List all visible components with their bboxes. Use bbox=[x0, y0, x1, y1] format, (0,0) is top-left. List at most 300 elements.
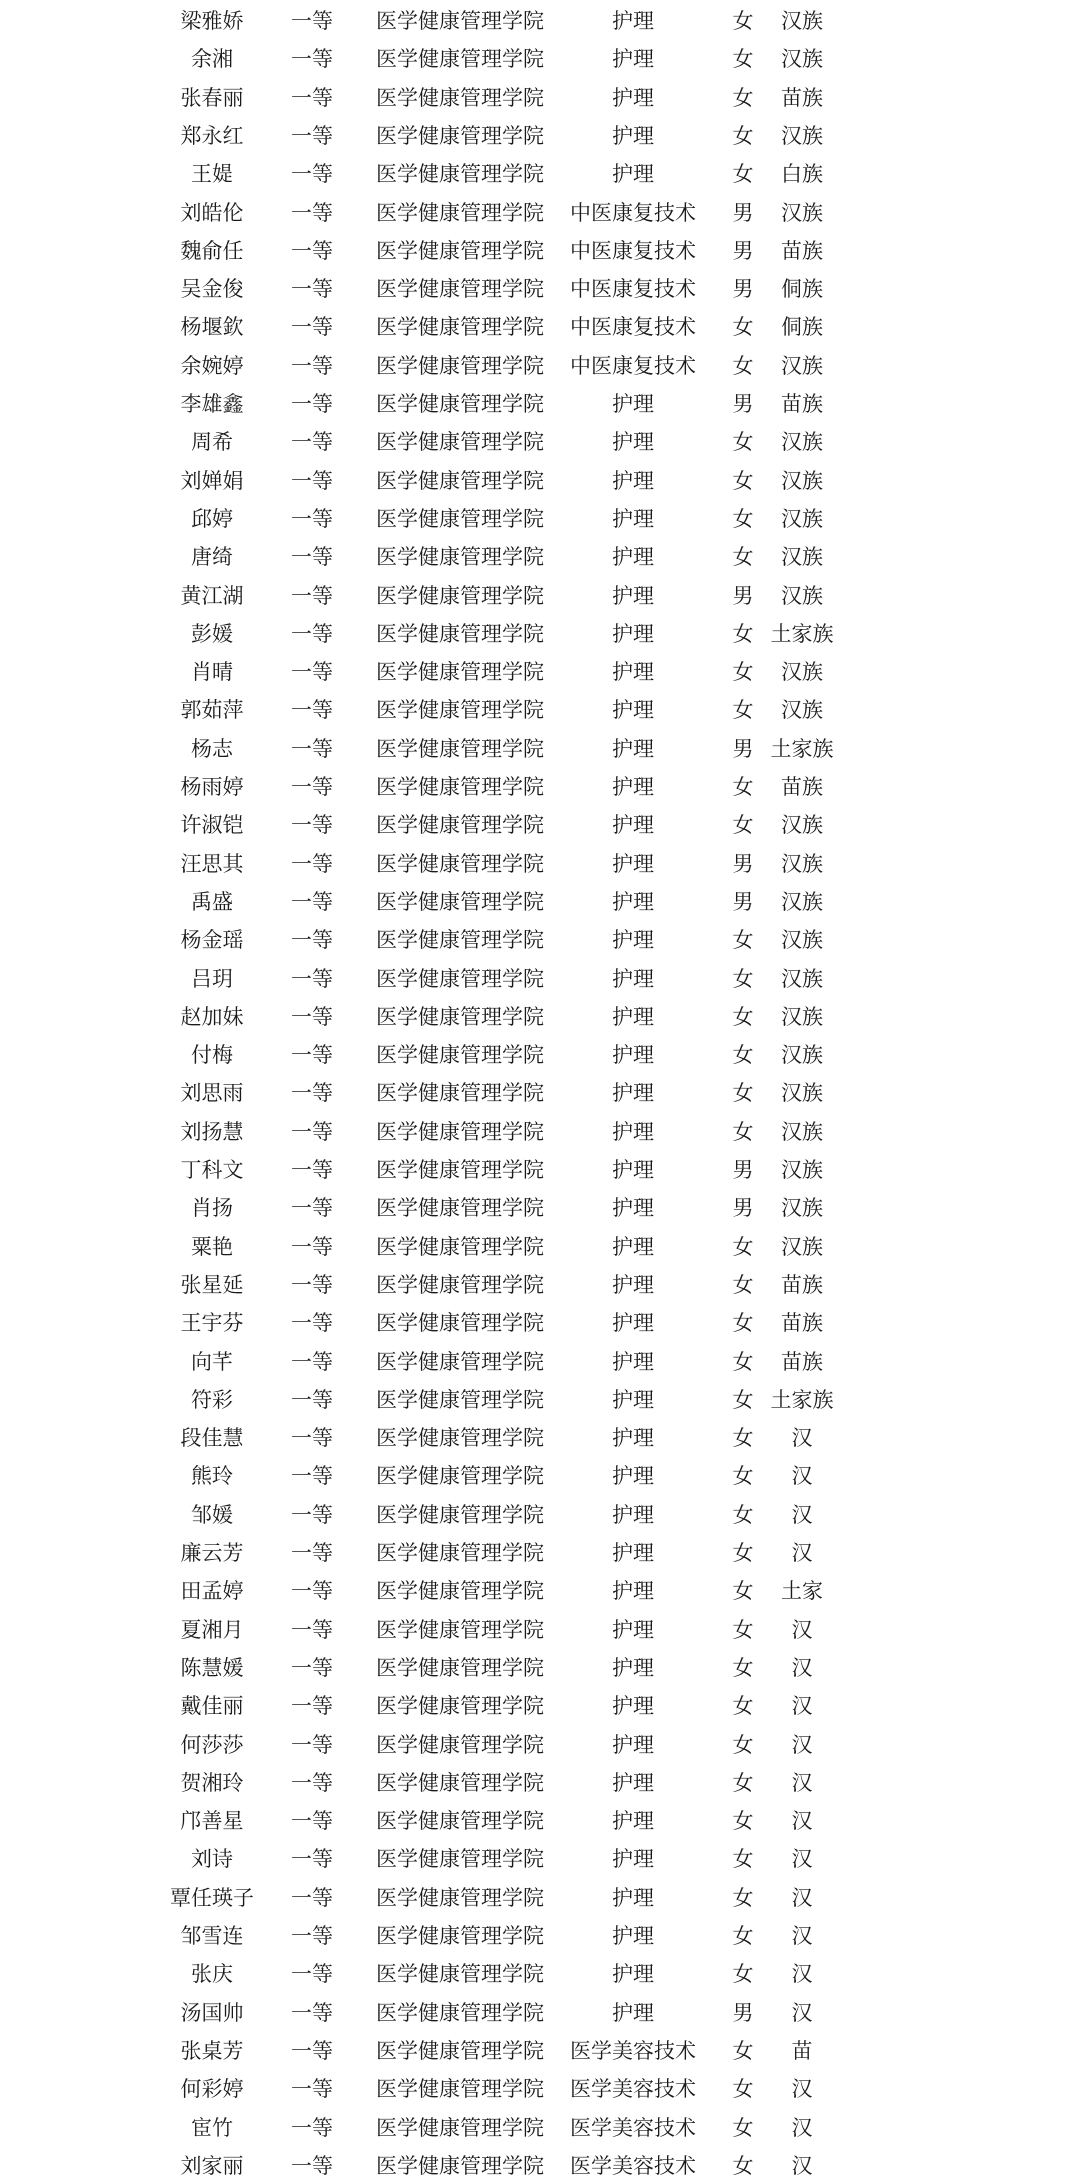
table-row bbox=[0, 502, 1080, 536]
major-name: 护理 bbox=[612, 1962, 654, 1987]
ethnicity: 汉 bbox=[791, 1694, 813, 1719]
major-name: 护理 bbox=[612, 545, 654, 570]
table-row bbox=[0, 2111, 1080, 2145]
award-grade: 一等 bbox=[291, 85, 333, 110]
student-name: 宦竹 bbox=[191, 2115, 233, 2140]
ethnicity: 汉族 bbox=[781, 430, 823, 455]
college-name: 医学健康管理学院 bbox=[376, 1694, 544, 1719]
gender: 女 bbox=[732, 1770, 754, 1795]
college-name: 医学健康管理学院 bbox=[376, 813, 544, 838]
student-name: 邱婷 bbox=[191, 506, 233, 531]
student-name: 汤国帅 bbox=[180, 2000, 244, 2025]
award-grade: 一等 bbox=[291, 162, 333, 187]
award-grade: 一等 bbox=[291, 583, 333, 608]
major-name: 护理 bbox=[612, 1502, 654, 1527]
table-row bbox=[0, 1000, 1080, 1034]
student-name: 廉云芳 bbox=[180, 1541, 244, 1565]
table-row bbox=[0, 1421, 1080, 1455]
college-name: 医学健康管理学院 bbox=[376, 1579, 544, 1604]
major-name: 护理 bbox=[612, 1885, 654, 1910]
ethnicity: 苗族 bbox=[781, 85, 823, 110]
award-grade: 一等 bbox=[291, 2000, 333, 2025]
major-name: 护理 bbox=[612, 1655, 654, 1680]
ethnicity: 侗族 bbox=[781, 277, 823, 302]
student-name: 粟艳 bbox=[191, 1234, 233, 1259]
student-name: 余婉婷 bbox=[180, 353, 244, 378]
major-name: 中医康复技术 bbox=[570, 200, 696, 225]
ethnicity: 苗族 bbox=[781, 1272, 823, 1297]
college-name: 医学健康管理学院 bbox=[376, 1349, 544, 1374]
award-grade: 一等 bbox=[291, 123, 333, 148]
table-row bbox=[0, 655, 1080, 689]
ethnicity: 汉 bbox=[791, 1924, 813, 1948]
student-name: 符彩 bbox=[191, 1387, 233, 1412]
student-name: 李雄鑫 bbox=[180, 392, 244, 416]
major-name: 护理 bbox=[612, 506, 654, 531]
major-name: 护理 bbox=[612, 1196, 654, 1221]
award-grade: 一等 bbox=[291, 468, 333, 493]
table-row bbox=[0, 1498, 1080, 1532]
ethnicity: 汉族 bbox=[781, 1004, 823, 1029]
gender: 女 bbox=[732, 123, 754, 148]
student-name: 熊玲 bbox=[191, 1464, 233, 1489]
major-name: 护理 bbox=[612, 468, 654, 493]
ethnicity: 汉族 bbox=[781, 813, 823, 838]
major-name: 护理 bbox=[612, 162, 654, 187]
ethnicity: 土家族 bbox=[770, 1387, 834, 1412]
award-grade: 一等 bbox=[291, 1387, 333, 1412]
college-name: 医学健康管理学院 bbox=[376, 2038, 544, 2063]
college-name: 医学健康管理学院 bbox=[376, 506, 544, 531]
gender: 女 bbox=[732, 1617, 754, 1642]
ethnicity: 汉族 bbox=[781, 1158, 823, 1182]
gender: 女 bbox=[732, 928, 754, 953]
ethnicity: 汉 bbox=[791, 2153, 813, 2178]
major-name: 医学美容技术 bbox=[570, 2115, 696, 2140]
college-name: 医学健康管理学院 bbox=[376, 2115, 544, 2140]
table-row bbox=[0, 2072, 1080, 2106]
ethnicity: 白族 bbox=[781, 162, 823, 187]
table-row bbox=[0, 196, 1080, 230]
table-row bbox=[0, 808, 1080, 842]
major-name: 护理 bbox=[612, 966, 654, 991]
college-name: 医学健康管理学院 bbox=[376, 468, 544, 493]
gender: 女 bbox=[732, 468, 754, 493]
student-name: 王媞 bbox=[191, 162, 233, 187]
gender: 女 bbox=[732, 966, 754, 991]
college-name: 医学健康管理学院 bbox=[376, 928, 544, 953]
major-name: 护理 bbox=[612, 123, 654, 148]
gender: 女 bbox=[732, 1119, 754, 1144]
award-grade: 一等 bbox=[291, 1655, 333, 1680]
major-name: 护理 bbox=[612, 1043, 654, 1068]
student-name: 覃任瑛子 bbox=[170, 1885, 254, 1910]
student-name: 向芊 bbox=[191, 1349, 233, 1374]
gender: 女 bbox=[732, 506, 754, 531]
major-name: 护理 bbox=[612, 1081, 654, 1106]
student-name: 何莎莎 bbox=[180, 1732, 244, 1757]
college-name: 医学健康管理学院 bbox=[376, 583, 544, 608]
college-name: 医学健康管理学院 bbox=[376, 277, 544, 302]
student-name: 戴佳丽 bbox=[180, 1694, 244, 1719]
table-row bbox=[0, 1957, 1080, 1991]
table-row bbox=[0, 1919, 1080, 1953]
college-name: 医学健康管理学院 bbox=[376, 353, 544, 378]
student-name: 禹盛 bbox=[191, 889, 233, 914]
major-name: 护理 bbox=[612, 1770, 654, 1795]
college-name: 医学健康管理学院 bbox=[376, 775, 544, 799]
ethnicity: 汉 bbox=[791, 1464, 813, 1489]
ethnicity: 汉 bbox=[791, 1847, 813, 1872]
student-name: 刘诗 bbox=[191, 1847, 233, 1872]
gender: 女 bbox=[732, 1043, 754, 1068]
ethnicity: 汉族 bbox=[781, 1234, 823, 1259]
ethnicity: 苗族 bbox=[781, 1349, 823, 1374]
major-name: 护理 bbox=[612, 1847, 654, 1872]
student-name: 梁雅娇 bbox=[180, 9, 244, 33]
ethnicity: 汉族 bbox=[781, 468, 823, 493]
major-name: 护理 bbox=[612, 851, 654, 876]
table-row bbox=[0, 923, 1080, 957]
student-name: 魏俞任 bbox=[180, 238, 244, 263]
student-name: 段佳慧 bbox=[180, 1426, 244, 1451]
college-name: 医学健康管理学院 bbox=[376, 1617, 544, 1642]
major-name: 护理 bbox=[612, 1732, 654, 1757]
college-name: 医学健康管理学院 bbox=[376, 1043, 544, 1068]
ethnicity: 汉 bbox=[791, 2000, 813, 2025]
major-name: 护理 bbox=[612, 2000, 654, 2025]
ethnicity: 土家族 bbox=[770, 621, 834, 646]
college-name: 医学健康管理学院 bbox=[376, 1464, 544, 1489]
ethnicity: 汉 bbox=[791, 2077, 813, 2102]
major-name: 中医康复技术 bbox=[570, 353, 696, 378]
college-name: 医学健康管理学院 bbox=[376, 698, 544, 723]
award-grade: 一等 bbox=[291, 1770, 333, 1795]
table-row bbox=[0, 1191, 1080, 1225]
ethnicity: 汉族 bbox=[781, 583, 823, 608]
student-name: 赵加妹 bbox=[180, 1004, 244, 1029]
award-grade: 一等 bbox=[291, 1579, 333, 1604]
college-name: 医学健康管理学院 bbox=[376, 315, 544, 340]
table-row bbox=[0, 272, 1080, 306]
gender: 男 bbox=[732, 2000, 754, 2025]
gender: 女 bbox=[732, 2077, 754, 2102]
college-name: 医学健康管理学院 bbox=[376, 1234, 544, 1259]
college-name: 医学健康管理学院 bbox=[376, 238, 544, 263]
table-row bbox=[0, 310, 1080, 344]
gender: 女 bbox=[732, 1962, 754, 1987]
ethnicity: 土家 bbox=[781, 1579, 823, 1604]
gender: 女 bbox=[732, 47, 754, 72]
table-row bbox=[0, 1766, 1080, 1800]
award-grade: 一等 bbox=[291, 1962, 333, 1987]
major-name: 护理 bbox=[612, 392, 654, 416]
gender: 女 bbox=[732, 1694, 754, 1719]
college-name: 医学健康管理学院 bbox=[376, 966, 544, 991]
gender: 女 bbox=[732, 1809, 754, 1834]
gender: 女 bbox=[732, 1502, 754, 1527]
award-grade: 一等 bbox=[291, 698, 333, 723]
major-name: 护理 bbox=[612, 736, 654, 761]
ethnicity: 侗族 bbox=[781, 315, 823, 340]
ethnicity: 汉 bbox=[791, 1655, 813, 1680]
major-name: 护理 bbox=[612, 9, 654, 33]
ethnicity: 汉 bbox=[791, 2115, 813, 2140]
college-name: 医学健康管理学院 bbox=[376, 1004, 544, 1029]
college-name: 医学健康管理学院 bbox=[376, 85, 544, 110]
major-name: 护理 bbox=[612, 1579, 654, 1604]
gender: 女 bbox=[732, 1426, 754, 1451]
major-name: 护理 bbox=[612, 1387, 654, 1412]
student-name: 肖晴 bbox=[191, 660, 233, 685]
student-name: 张星延 bbox=[180, 1272, 244, 1297]
gender: 女 bbox=[732, 1387, 754, 1412]
award-grade: 一等 bbox=[291, 1196, 333, 1221]
ethnicity: 汉族 bbox=[781, 966, 823, 991]
award-grade: 一等 bbox=[291, 889, 333, 914]
gender: 女 bbox=[732, 1655, 754, 1680]
award-grade: 一等 bbox=[291, 1043, 333, 1068]
college-name: 医学健康管理学院 bbox=[376, 1924, 544, 1948]
major-name: 护理 bbox=[612, 1272, 654, 1297]
gender: 女 bbox=[732, 2038, 754, 2063]
gender: 男 bbox=[732, 238, 754, 263]
major-name: 护理 bbox=[612, 1694, 654, 1719]
college-name: 医学健康管理学院 bbox=[376, 545, 544, 570]
award-grade: 一等 bbox=[291, 506, 333, 531]
major-name: 护理 bbox=[612, 1809, 654, 1834]
ethnicity: 汉族 bbox=[781, 47, 823, 72]
college-name: 医学健康管理学院 bbox=[376, 162, 544, 187]
award-grade: 一等 bbox=[291, 315, 333, 340]
ethnicity: 苗 bbox=[791, 2038, 813, 2063]
gender: 男 bbox=[732, 277, 754, 302]
major-name: 护理 bbox=[612, 698, 654, 723]
major-name: 护理 bbox=[612, 813, 654, 838]
gender: 男 bbox=[732, 200, 754, 225]
table-row bbox=[0, 119, 1080, 153]
award-grade: 一等 bbox=[291, 2038, 333, 2063]
ethnicity: 汉 bbox=[791, 1502, 813, 1527]
table-row bbox=[0, 1268, 1080, 1302]
ethnicity: 汉 bbox=[791, 1809, 813, 1834]
table-row bbox=[0, 1881, 1080, 1915]
student-name: 陈慧媛 bbox=[180, 1655, 244, 1680]
award-grade: 一等 bbox=[291, 1694, 333, 1719]
award-grade: 一等 bbox=[291, 1617, 333, 1642]
award-grade: 一等 bbox=[291, 2115, 333, 2140]
award-grade: 一等 bbox=[291, 2077, 333, 2102]
gender: 女 bbox=[732, 1541, 754, 1565]
college-name: 医学健康管理学院 bbox=[376, 736, 544, 761]
college-name: 医学健康管理学院 bbox=[376, 1732, 544, 1757]
award-grade: 一等 bbox=[291, 966, 333, 991]
gender: 男 bbox=[732, 583, 754, 608]
major-name: 护理 bbox=[612, 775, 654, 799]
table-row bbox=[0, 2034, 1080, 2068]
student-name: 余湘 bbox=[191, 47, 233, 72]
college-name: 医学健康管理学院 bbox=[376, 9, 544, 33]
gender: 女 bbox=[732, 660, 754, 685]
ethnicity: 汉族 bbox=[781, 353, 823, 378]
major-name: 护理 bbox=[612, 1464, 654, 1489]
award-grade: 一等 bbox=[291, 277, 333, 302]
ethnicity: 汉族 bbox=[781, 851, 823, 876]
student-name: 邝善星 bbox=[180, 1809, 244, 1834]
award-grade: 一等 bbox=[291, 1272, 333, 1297]
award-grade: 一等 bbox=[291, 660, 333, 685]
ethnicity: 汉 bbox=[791, 1962, 813, 1987]
major-name: 中医康复技术 bbox=[570, 238, 696, 263]
table-row bbox=[0, 1842, 1080, 1876]
ethnicity: 汉族 bbox=[781, 200, 823, 225]
gender: 女 bbox=[732, 353, 754, 378]
award-grade: 一等 bbox=[291, 1119, 333, 1144]
award-grade: 一等 bbox=[291, 813, 333, 838]
major-name: 医学美容技术 bbox=[570, 2153, 696, 2178]
table-row bbox=[0, 847, 1080, 881]
table-row bbox=[0, 1115, 1080, 1149]
table-row bbox=[0, 1574, 1080, 1608]
award-grade: 一等 bbox=[291, 200, 333, 225]
table-row bbox=[0, 693, 1080, 727]
ethnicity: 苗族 bbox=[781, 238, 823, 263]
award-grade: 一等 bbox=[291, 392, 333, 416]
college-name: 医学健康管理学院 bbox=[376, 851, 544, 876]
award-grade: 一等 bbox=[291, 1464, 333, 1489]
ethnicity: 汉 bbox=[791, 1426, 813, 1451]
award-grade: 一等 bbox=[291, 430, 333, 455]
college-name: 医学健康管理学院 bbox=[376, 1541, 544, 1565]
college-name: 医学健康管理学院 bbox=[376, 1885, 544, 1910]
college-name: 医学健康管理学院 bbox=[376, 1655, 544, 1680]
gender: 女 bbox=[732, 1732, 754, 1757]
table-row bbox=[0, 4, 1080, 38]
gender: 女 bbox=[732, 1081, 754, 1106]
gender: 男 bbox=[732, 889, 754, 914]
table-row bbox=[0, 770, 1080, 804]
table-row bbox=[0, 1728, 1080, 1762]
table-row bbox=[0, 1038, 1080, 1072]
college-name: 医学健康管理学院 bbox=[376, 1119, 544, 1144]
table-row bbox=[0, 1996, 1080, 2030]
student-name: 彭媛 bbox=[191, 621, 233, 646]
student-name: 周希 bbox=[191, 430, 233, 455]
student-name: 丁科文 bbox=[180, 1158, 244, 1182]
table-row bbox=[0, 1230, 1080, 1264]
ethnicity: 汉族 bbox=[781, 1043, 823, 1068]
ethnicity: 汉族 bbox=[781, 545, 823, 570]
gender: 女 bbox=[732, 9, 754, 33]
award-grade: 一等 bbox=[291, 545, 333, 570]
table-row bbox=[0, 1306, 1080, 1340]
table-row bbox=[0, 1345, 1080, 1379]
student-name: 杨堰欽 bbox=[180, 315, 244, 340]
table-row bbox=[0, 962, 1080, 996]
award-grade: 一等 bbox=[291, 1924, 333, 1948]
award-grade: 一等 bbox=[291, 1809, 333, 1834]
college-name: 医学健康管理学院 bbox=[376, 1158, 544, 1182]
award-grade: 一等 bbox=[291, 1847, 333, 1872]
student-name: 郑永红 bbox=[180, 123, 244, 148]
award-grade: 一等 bbox=[291, 1732, 333, 1757]
student-name: 刘家丽 bbox=[180, 2153, 244, 2178]
gender: 女 bbox=[732, 85, 754, 110]
gender: 女 bbox=[732, 1272, 754, 1297]
ethnicity: 汉族 bbox=[781, 1081, 823, 1106]
college-name: 医学健康管理学院 bbox=[376, 1272, 544, 1297]
ethnicity: 汉族 bbox=[781, 506, 823, 531]
award-grade: 一等 bbox=[291, 1885, 333, 1910]
table-row bbox=[0, 1459, 1080, 1493]
student-name: 杨雨婷 bbox=[180, 775, 244, 799]
ethnicity: 苗族 bbox=[781, 1311, 823, 1336]
ethnicity: 汉族 bbox=[781, 928, 823, 953]
gender: 男 bbox=[732, 392, 754, 416]
gender: 男 bbox=[732, 851, 754, 876]
table-row bbox=[0, 540, 1080, 574]
college-name: 医学健康管理学院 bbox=[376, 1770, 544, 1795]
student-name: 刘皓伦 bbox=[180, 200, 244, 225]
college-name: 医学健康管理学院 bbox=[376, 123, 544, 148]
student-name: 肖扬 bbox=[191, 1196, 233, 1221]
gender: 女 bbox=[732, 315, 754, 340]
ethnicity: 汉族 bbox=[781, 9, 823, 33]
gender: 男 bbox=[732, 736, 754, 761]
gender: 女 bbox=[732, 813, 754, 838]
college-name: 医学健康管理学院 bbox=[376, 2000, 544, 2025]
award-grade: 一等 bbox=[291, 9, 333, 33]
major-name: 护理 bbox=[612, 85, 654, 110]
college-name: 医学健康管理学院 bbox=[376, 392, 544, 416]
table-row bbox=[0, 1536, 1080, 1570]
table-row bbox=[0, 2149, 1080, 2183]
major-name: 护理 bbox=[612, 583, 654, 608]
table-row bbox=[0, 425, 1080, 459]
award-grade: 一等 bbox=[291, 621, 333, 646]
table-row bbox=[0, 885, 1080, 919]
student-name: 付梅 bbox=[191, 1043, 233, 1068]
award-grade: 一等 bbox=[291, 928, 333, 953]
gender: 女 bbox=[732, 2115, 754, 2140]
award-grade: 一等 bbox=[291, 775, 333, 799]
gender: 女 bbox=[732, 1464, 754, 1489]
ethnicity: 汉族 bbox=[781, 660, 823, 685]
award-grade: 一等 bbox=[291, 47, 333, 72]
award-grade: 一等 bbox=[291, 736, 333, 761]
college-name: 医学健康管理学院 bbox=[376, 1847, 544, 1872]
college-name: 医学健康管理学院 bbox=[376, 200, 544, 225]
table-row bbox=[0, 157, 1080, 191]
student-name: 黄江湖 bbox=[180, 583, 244, 608]
college-name: 医学健康管理学院 bbox=[376, 621, 544, 646]
student-name: 邹雪连 bbox=[180, 1924, 244, 1948]
student-name: 刘扬慧 bbox=[180, 1119, 244, 1144]
ethnicity: 苗族 bbox=[781, 775, 823, 799]
award-grade: 一等 bbox=[291, 1502, 333, 1527]
table-row bbox=[0, 1076, 1080, 1110]
ethnicity: 汉族 bbox=[781, 123, 823, 148]
award-grade: 一等 bbox=[291, 353, 333, 378]
ethnicity: 汉 bbox=[791, 1770, 813, 1795]
major-name: 护理 bbox=[612, 1311, 654, 1336]
ethnicity: 汉族 bbox=[781, 889, 823, 914]
ethnicity: 汉 bbox=[791, 1541, 813, 1565]
major-name: 护理 bbox=[612, 1004, 654, 1029]
college-name: 医学健康管理学院 bbox=[376, 1809, 544, 1834]
award-grade: 一等 bbox=[291, 1004, 333, 1029]
gender: 女 bbox=[732, 1234, 754, 1259]
